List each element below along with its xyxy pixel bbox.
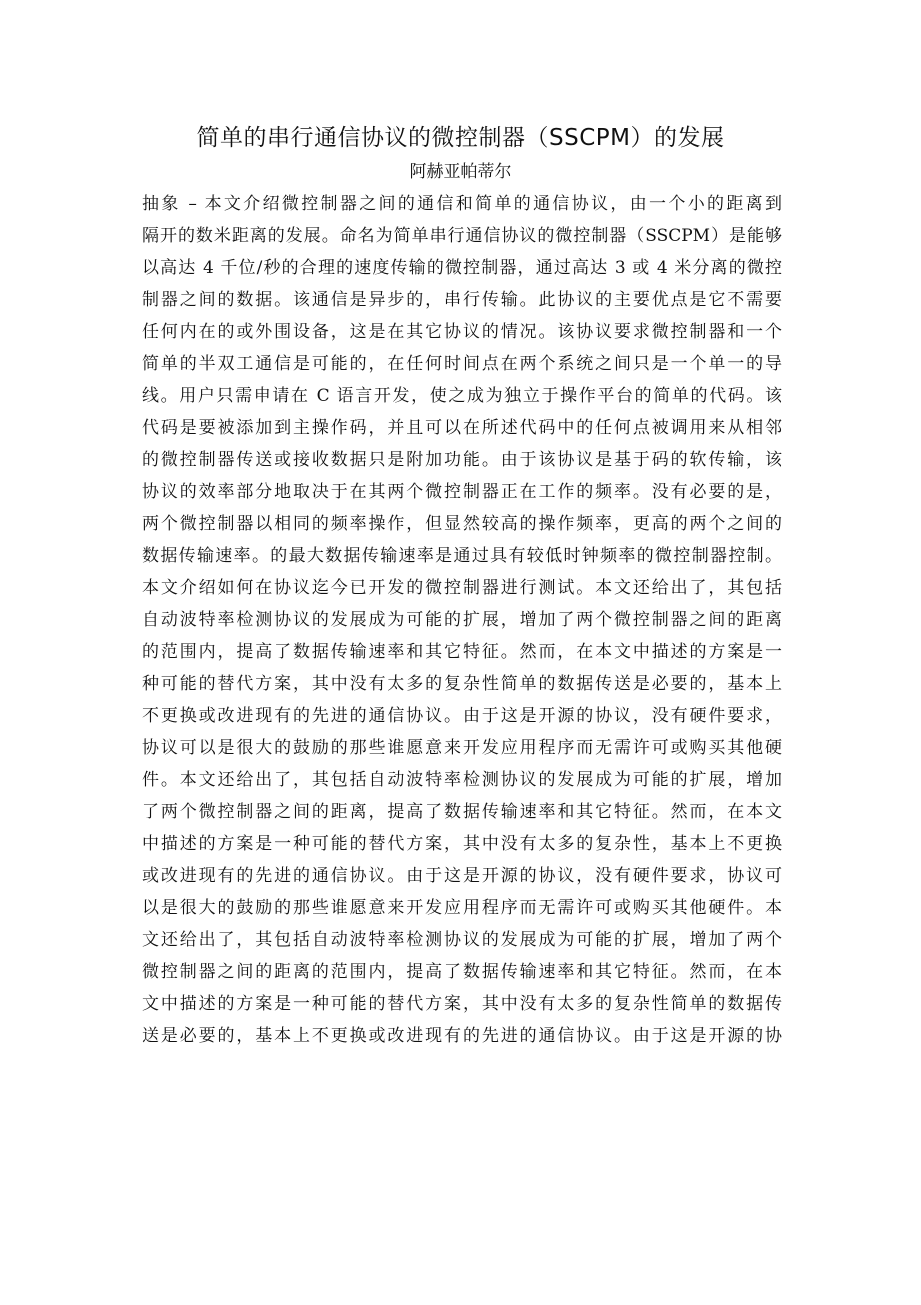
abstract-line: 文中描述的方案是一种可能的替代方案，其中没有太多的复杂性简单的数据传: [142, 994, 782, 1014]
abstract-line: 协议的效率部分地取决于在其两个微控制器正在工作的频率。没有必要的是，: [142, 482, 782, 502]
abstract-line: 送是必要的，基本上不更换或改进现有的先进的通信协议。由于这是开源的协: [142, 1026, 782, 1046]
document-title: 简单的串行通信协议的微控制器（SSCPM）的发展: [196, 125, 725, 151]
abstract-line: 不更换或改进现有的先进的通信协议。由于这是开源的协议，没有硬件要求，: [142, 706, 782, 726]
abstract-line: 代码是要被添加到主操作码，并且可以在所述代码中的任何点被调用来从相邻: [142, 418, 782, 438]
abstract-line: 简单的半双工通信是可能的，在任何时间点在两个系统之间只是一个单一的导: [142, 354, 782, 374]
abstract-line: 或改进现有的先进的通信协议。由于这是开源的协议，没有硬件要求，协议可: [142, 866, 782, 886]
abstract-line: 两个微控制器以相同的频率操作，但显然较高的操作频率，更高的两个之间的: [142, 514, 782, 534]
abstract-line: 的范围内，提高了数据传输速率和其它特征。然而，在本文中描述的方案是一: [142, 642, 782, 662]
abstract-line: 的微控制器传送或接收数据只是附加功能。由于该协议是基于码的软传输，该: [142, 450, 782, 470]
abstract-line: 文还给出了，其包括自动波特率检测协议的发展成为可能的扩展，增加了两个: [142, 930, 782, 950]
abstract-line: 制器之间的数据。该通信是异步的，串行传输。此协议的主要优点是它不需要: [142, 290, 782, 310]
abstract-line: 数据传输速率。的最大数据传输速率是通过具有较低时钟频率的微控制器控制。: [142, 546, 782, 566]
abstract-line: 线。用户只需申请在 C 语言开发，使之成为独立于操作平台的简单的代码。该: [142, 386, 782, 406]
abstract-line: 以是很大的鼓励的那些谁愿意来开发应用程序而无需许可或购买其他硬件。本: [142, 898, 782, 918]
abstract-line: 以高达 4 千位/秒的合理的速度传输的微控制器，通过高达 3 或 4 米分离的微控: [142, 258, 782, 278]
abstract-line: 协议可以是很大的鼓励的那些谁愿意来开发应用程序而无需许可或购买其他硬: [142, 738, 782, 758]
document-author: 阿赫亚帕蒂尔: [409, 162, 512, 182]
abstract-line: 件。本文还给出了，其包括自动波特率检测协议的发展成为可能的扩展，增加: [142, 770, 782, 790]
abstract-line: 微控制器之间的距离的范围内，提高了数据传输速率和其它特征。然而，在本: [142, 962, 782, 982]
abstract-line: 自动波特率检测协议的发展成为可能的扩展，增加了两个微控制器之间的距离: [142, 610, 782, 630]
abstract-line: 了两个微控制器之间的距离，提高了数据传输速率和其它特征。然而，在本文: [142, 802, 782, 822]
abstract-line: 中描述的方案是一种可能的替代方案，其中没有太多的复杂性，基本上不更换: [142, 834, 782, 854]
abstract-line: 隔开的数米距离的发展。命名为简单串行通信协议的微控制器（SSCPM）是能够: [142, 226, 782, 246]
abstract-line: 种可能的替代方案，其中没有太多的复杂性简单的数据传送是必要的，基本上: [142, 674, 782, 694]
abstract-body: [142, 188, 782, 1052]
abstract-line: 任何内在的或外围设备，这是在其它协议的情况。该协议要求微控制器和一个: [142, 322, 782, 342]
abstract-line: 本文介绍如何在协议迄今已开发的微控制器进行测试。本文还给出了，其包括: [142, 578, 782, 598]
abstract-line: 抽象 – 本文介绍微控制器之间的通信和简单的通信协议，由一个小的距离到: [142, 194, 782, 214]
